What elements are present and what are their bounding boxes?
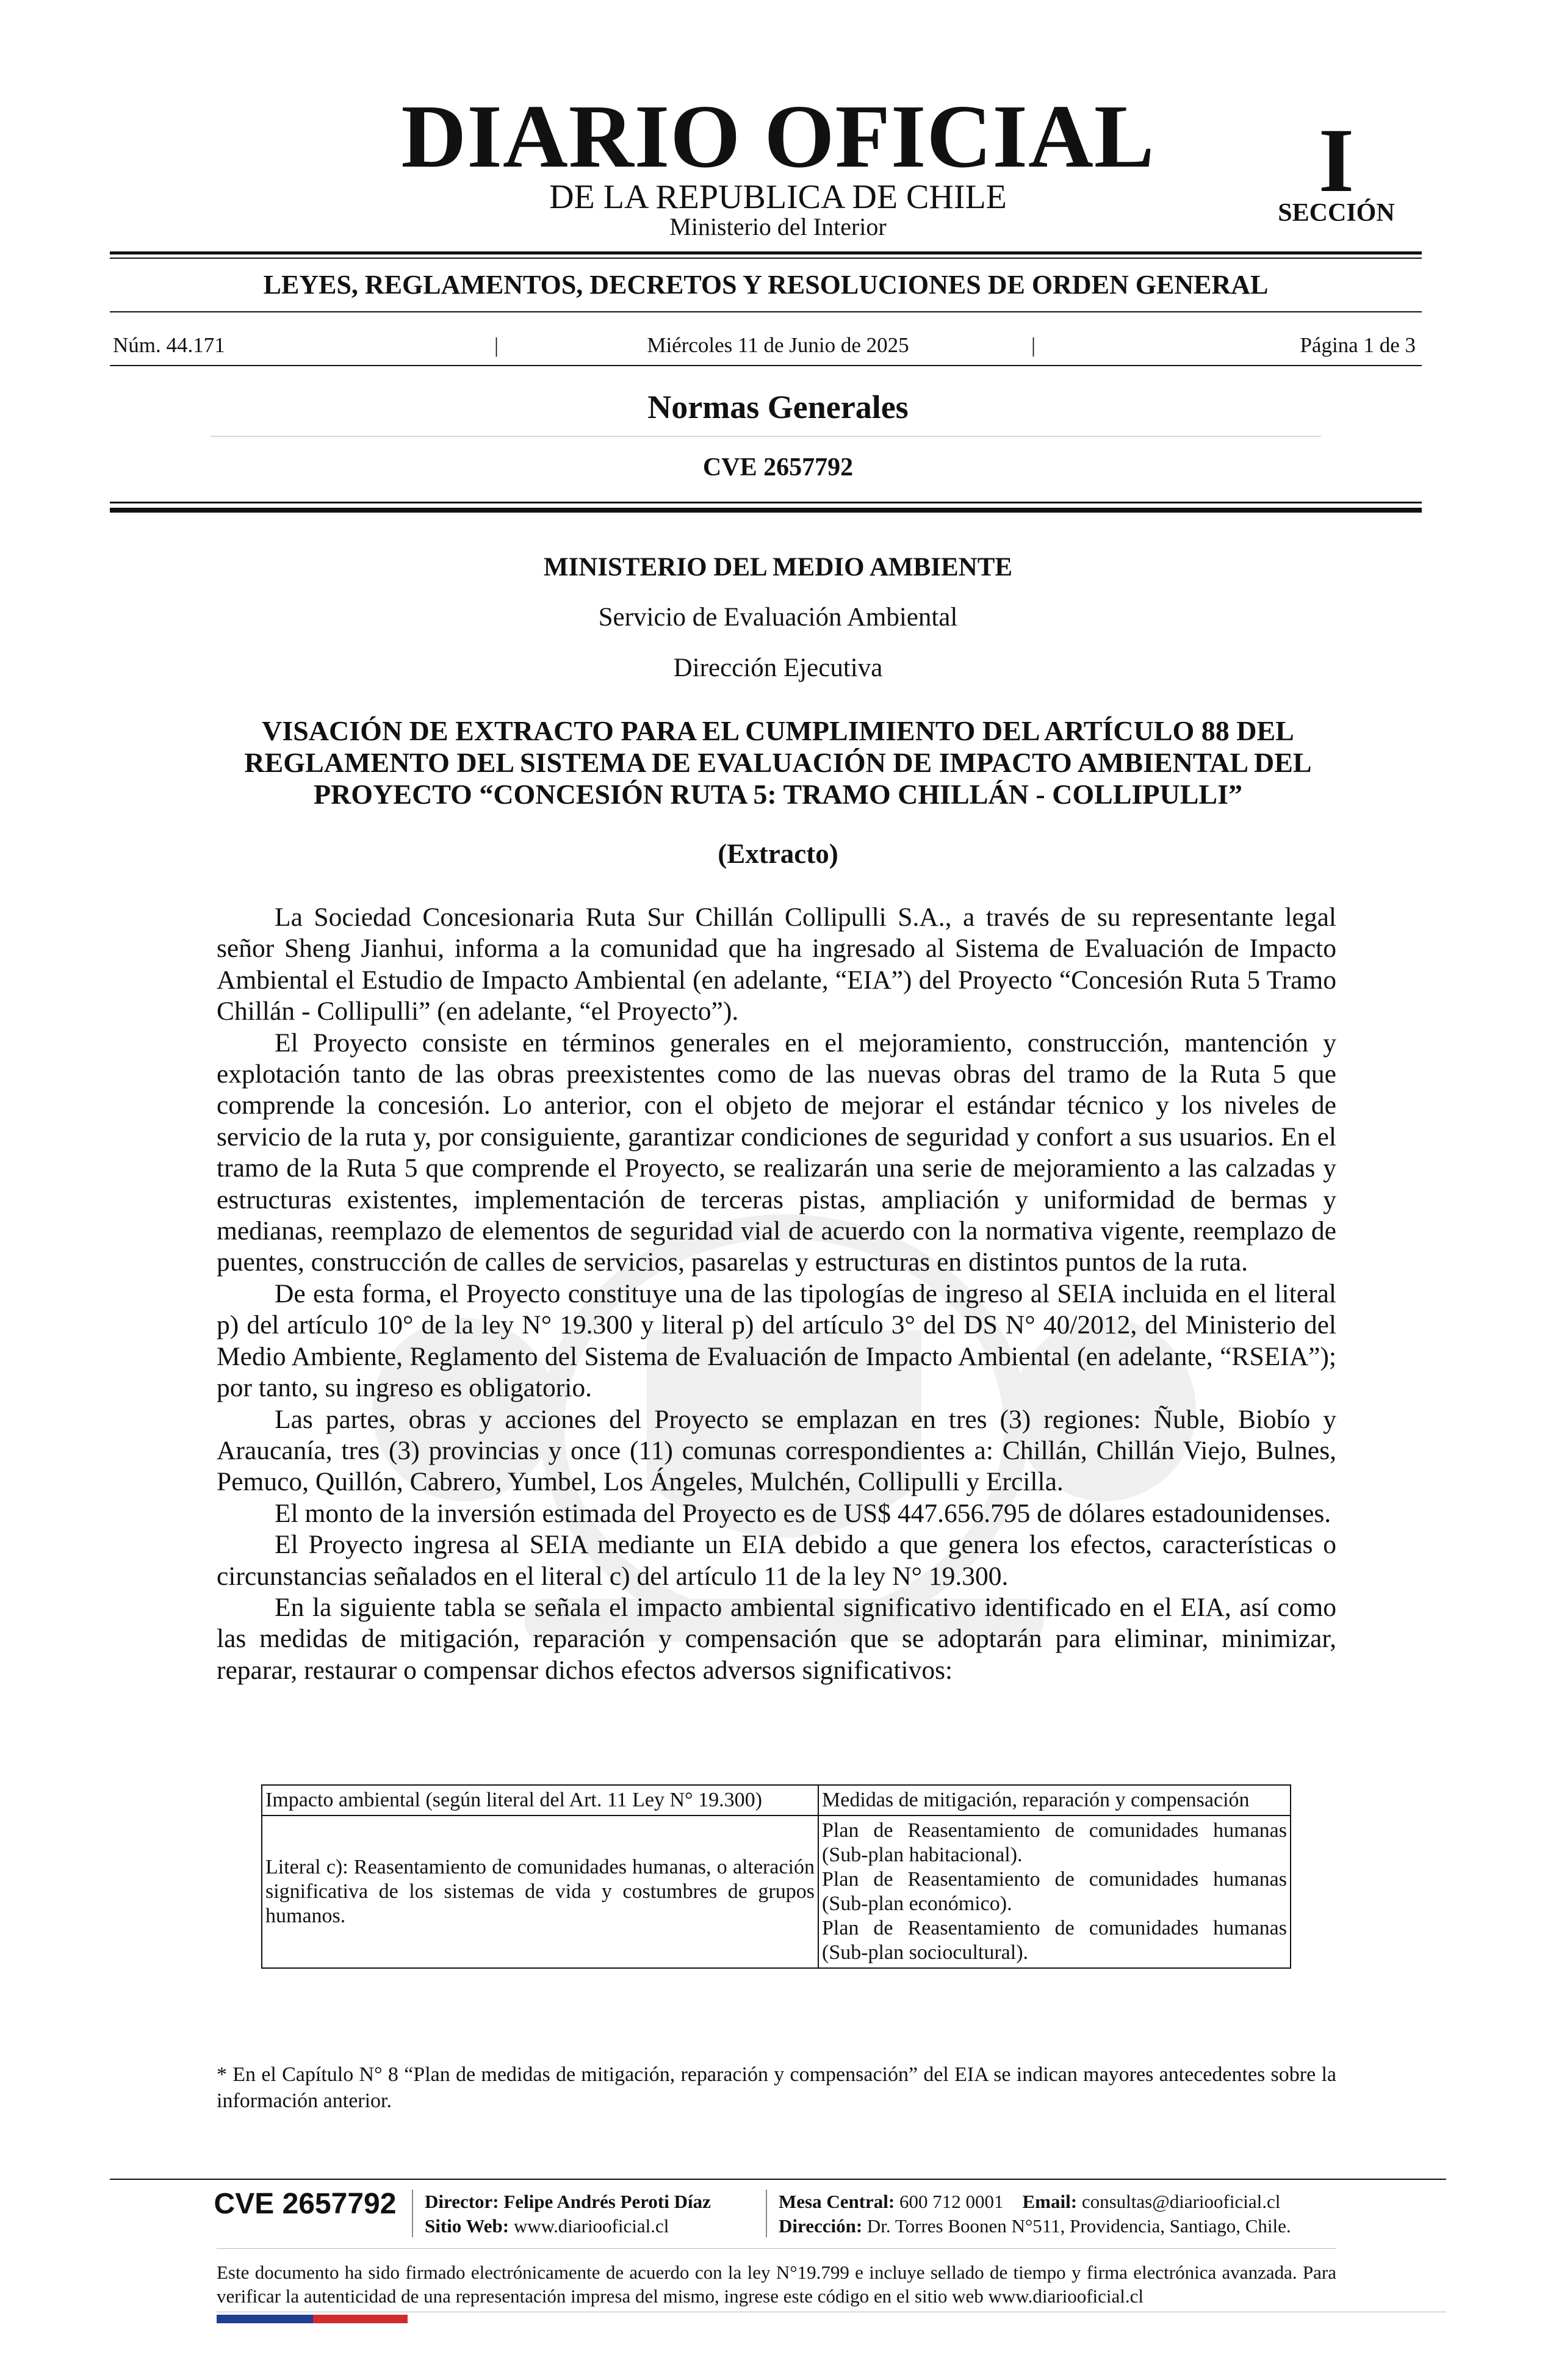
masthead-title: DIARIO OFICIAL: [401, 87, 1155, 187]
footer-website-link[interactable]: www.diariooficial.cl: [513, 2215, 669, 2237]
document-title: [183, 715, 1373, 810]
footer-cve-code: CVE 2657792: [214, 2188, 397, 2220]
footer-contact-block: [779, 2190, 1389, 2238]
rule-issue-bottom: [110, 365, 1422, 366]
footer-phone: 600 712 0001: [899, 2191, 1004, 2212]
footer-phone-label: Mesa Central:: [779, 2191, 895, 2212]
footer-website: [425, 2214, 766, 2238]
body-paragraph: En la siguiente tabla se señala el impacto ambiental significativo identificado en el EIA, así como las medidas de mitigación, reparación y compensación que se adoptarán para eliminar, minimizar, reparar, restaurar o compensar dichos efectos adversos significativos:: [217, 1592, 1336, 1685]
footer-contact-line: [779, 2190, 1389, 2214]
footer-divider: [766, 2190, 767, 2237]
issue-page: Página 1 de 3: [1300, 333, 1416, 357]
document-service: Servicio de Evaluación Ambiental: [598, 603, 958, 632]
table-header-measures: Medidas de mitigación, reparación y compensación: [818, 1785, 1291, 1816]
rule-footer-top: [110, 2179, 1446, 2180]
footer-director-block: [425, 2190, 766, 2238]
footer-director-name: Felipe Andrés Peroti Díaz: [503, 2191, 711, 2212]
body-paragraph: El Proyecto ingresa al SEIA mediante un EIA debido a que genera los efectos, características o circunstancias señalados en el literal c) del artículo 11 de la ley N° 19.300.: [217, 1530, 1336, 1591]
masthead-subtitle: DE LA REPUBLICA DE CHILE: [549, 178, 1007, 216]
footer-email-label: Email:: [1022, 2191, 1078, 2212]
footer-director: [425, 2190, 766, 2214]
impact-table: [261, 1784, 1291, 1969]
table-header-row: [262, 1785, 1291, 1816]
body-paragraph: Las partes, obras y acciones del Proyecto se emplazan en tres (3) regiones: Ñuble, Biobío y Araucanía, tres (3) provincias y once (11) comunas correspondientes a: Chillán, Chillán Viejo, Bulnes, Pemuco, Quillón, Cabrero, Yumbel, Los Ángeles, Mulchén, Collipulli y Ercilla.: [217, 1404, 1336, 1497]
category-heading: LEYES, REGLAMENTOS, DECRETOS Y RESOLUCIONES DE ORDEN GENERAL: [263, 270, 1269, 300]
table-footnote: * En el Capítulo N° 8 “Plan de medidas de mitigación, reparación y compensación” del EIA se indican mayores antecedentes sobre la información anterior.: [217, 2063, 1336, 2112]
rule-top-thin: [110, 258, 1422, 259]
section-title: Normas Generales: [647, 389, 909, 425]
document-title-line: REGLAMENTO DEL SISTEMA DE EVALUACIÓN DE IMPACTO AMBIENTAL DEL: [244, 747, 1312, 778]
body-paragraph: De esta forma, el Proyecto constituye una de las tipologías de ingreso al SEIA incluida en el literal p) del artículo 10° de la ley N° 19.300 y literal p) del artículo 3° del DS N° 40/2012, del Ministerio del Medio Ambiente, Reglamento del Sistema de Evaluación de Impacto Ambiental (en adelante, “RSEIA”); por tanto, su ingreso es obligatorio.: [217, 1278, 1336, 1403]
table-cell-measures: [818, 1816, 1291, 1968]
footer-disclaimer: Este documento ha sido firmado electrónicamente de acuerdo con la ley N°19.799 e incluye sellado de tiempo y firma electrónica avanzada. Para verificar la autenticidad de una representación impresa del mismo, ingrese este código en el sitio web www.diariooficial.cl: [217, 2262, 1336, 2307]
body-paragraph: El monto de la inversión estimada del Proyecto es de US$ 447.656.795 de dólares estadounidenses.: [275, 1498, 1331, 1528]
document-body: [217, 902, 1336, 1686]
footer-email-link[interactable]: consultas@diariooficial.cl: [1081, 2191, 1281, 2212]
footer-address-label: Dirección:: [779, 2215, 863, 2237]
measure-item: Plan de Reasentamiento de comunidades humanas (Sub-plan sociocultural).: [822, 1917, 1287, 1964]
document-subtitle: (Extracto): [718, 838, 838, 869]
body-paragraph: La Sociedad Concesionaria Ruta Sur Chillán Collipulli S.A., a través de su representante legal señor Sheng Jianhui, informa a la comunidad que ha ingresado al Sistema de Evaluación de Impacto Ambiental el Estudio de Impacto Ambiental (en adelante, “EIA”) del Proyecto “Concesión Ruta 5 Tramo Chillán - Collipulli” (en adelante, “el Proyecto”).: [217, 903, 1336, 1026]
issue-separator: |: [1031, 333, 1036, 357]
footer-address: Dr. Torres Boonen N°511, Providencia, Santiago, Chile.: [866, 2215, 1291, 2237]
masthead-ministry: Ministerio del Interior: [669, 213, 887, 240]
issue-date: Miércoles 11 de Junio de 2025: [647, 333, 909, 357]
issue-separator: |: [494, 333, 499, 357]
footer-divider: [412, 2190, 413, 2237]
rule-section-title: [211, 436, 1321, 437]
rule-top-thick: [110, 251, 1422, 254]
document-direction: Dirección Ejecutiva: [673, 654, 883, 682]
rule-header-bottom-thick: [110, 508, 1422, 513]
rule-category-bottom: [110, 311, 1422, 312]
footer-director-label: Director:: [425, 2191, 499, 2212]
section-label: SECCIÓN: [1278, 199, 1395, 227]
measure-item: Plan de Reasentamiento de comunidades humanas (Sub-plan económico).: [822, 1868, 1287, 1915]
rule-footer-mid: [217, 2248, 1336, 2249]
footer-address-line: [779, 2214, 1389, 2238]
document-title-line: VISACIÓN DE EXTRACTO PARA EL CUMPLIMIENTO DEL ARTÍCULO 88 DEL: [262, 715, 1294, 746]
footer-website-label: Sitio Web:: [425, 2215, 510, 2237]
section-number: I: [1318, 110, 1355, 211]
rule-header-bottom-thin: [110, 502, 1422, 503]
flag-bar-blue: [217, 2315, 313, 2323]
document-ministry: MINISTERIO DEL MEDIO AMBIENTE: [543, 553, 1013, 582]
issue-number: Núm. 44.171: [113, 333, 225, 357]
body-paragraph: El Proyecto consiste en términos generales en el mejoramiento, construcción, mantención y explotación tanto de las obras preexistentes como de las nuevas obras del tramo de la Ruta 5 que comprende la concesión. Lo anterior, con el objeto de mejorar el estándar técnico y los niveles de servicio de la ruta y, por consiguiente, garantizar condiciones de seguridad y confort a sus usuarios. En el tramo de la Ruta 5 que comprende el Proyecto, se realizarán una serie de mejoramiento a las calzadas y estructuras existentes, implementación de terceras pistas, ampliación y uniformidad de bermas y medianas, reemplazo de elementos de seguridad vial de acuerdo con la normativa vigente, reemplazo de puentes, construcción de calles de servicios, pasarelas y estructuras en distintos puntos de la ruta.: [217, 1028, 1336, 1277]
table-header-impact: Impacto ambiental (según literal del Art. 11 Ley N° 19.300): [262, 1785, 818, 1816]
document-title-line: PROYECTO “CONCESIÓN RUTA 5: TRAMO CHILLÁN - COLLIPULLI”: [313, 779, 1243, 810]
measure-item: Plan de Reasentamiento de comunidades humanas (Sub-plan habitacional).: [822, 1819, 1287, 1866]
flag-bar-red: [313, 2315, 408, 2323]
cve-code: CVE 2657792: [702, 453, 854, 481]
table-cell-impact: Literal c): Reasentamiento de comunidades humanas, o alteración significativa de los sistemas de vida y costumbres de grupos humanos.: [262, 1816, 818, 1968]
table-row: [262, 1816, 1291, 1968]
